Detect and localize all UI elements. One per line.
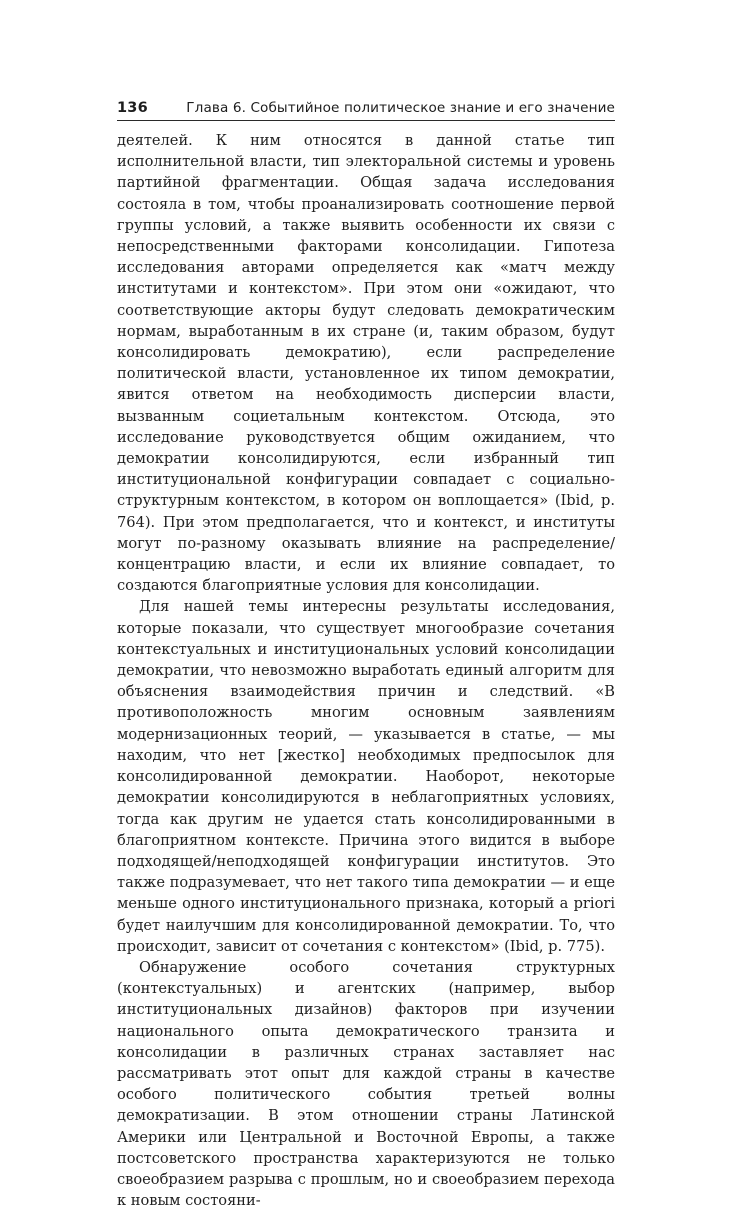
- chapter-title: Глава 6. Событийное политическое знание и его значение: [186, 100, 615, 116]
- paragraph-event-combination: Обнаружение особого сочетания структурных (контекстуальных) и агентских (например, выбор институциональных дизайнов) факторов при изучении национального опыта демократического транзита и консолидации в различных странах заставляет нас рассматривать этот опыт для каждой страны в качестве особого политического события третьей волны демократизации. В этом отношении страны Латинской Америки или Центральной и Восточной Европы, а также постсоветского пространства характеризуются не только своеобразием разрыва с прошлым, но и своеобразием перехода к новым состояни-: [117, 958, 615, 1210]
- page-number: 136: [117, 100, 148, 116]
- paragraph-continued: деятелей. К ним относятся в данной статье тип исполнительной власти, тип электоральной системы и уровень партийной фрагментации. Общая задача исследования состояла в том, чтобы проанализировать соотношение первой группы условий, а также выявить особенности их связи с непосредственными факторами консолидации. Гипотеза исследования авторами определяется как «матч между институтами и контекстом». При этом они «ожидают, что соответствующие акторы будут следовать демократическим нормам, выработанным в их стране (и, таким образом, будут консолидировать демократию), если распределение политической власти, установленное их типом демократии, явится ответом на необходимость дисперсии власти, вызванным социетальным контекстом. Отсюда, это исследование руководствуется общим ожиданием, что демократии консолидируются, если избранный тип институциональной конфигурации совпадает с социально-структурным контекстом, в котором он воплощается» (Ibid, p. 764). При этом предполагается, что и контекст, и институты могут по-разному оказывать влияние на распределение/концентрацию власти, и если их влияние совпадает, то создаются благоприятные условия для консолидации.: [117, 132, 615, 595]
- header-divider: [117, 120, 615, 121]
- running-head: [117, 92, 615, 116]
- body-text: [117, 130, 615, 1211]
- paragraph-research-results: Для нашей темы интересны результаты исследования, которые показали, что существует многообразие сочетания контекстуальных и институциональных условий консолидации демократии, что невозможно выработать единый алгоритм для объяснения взаимодействия причин и следствий. «В противоположность многим основным заявлениям модернизационных теорий, — указывается в статье, — мы находим, что нет [жестко] необходимых предпосылок для консолидированной демократии. Наоборот, некоторые демократии консолидируются в неблагоприятных условиях, тогда как другим не удается стать консолидированными в благоприятном контексте. Причина этого видится в выборе подходящей/неподходящей конфигурации институтов. Это также подразумевает, что нет такого типа демократии — и еще меньше одного институционального признака, который a priori будет наилучшим для консолидированной демократии. То, что происходит, зависит от сочетания с контекстом» (Ibid, p. 775).: [117, 598, 615, 955]
